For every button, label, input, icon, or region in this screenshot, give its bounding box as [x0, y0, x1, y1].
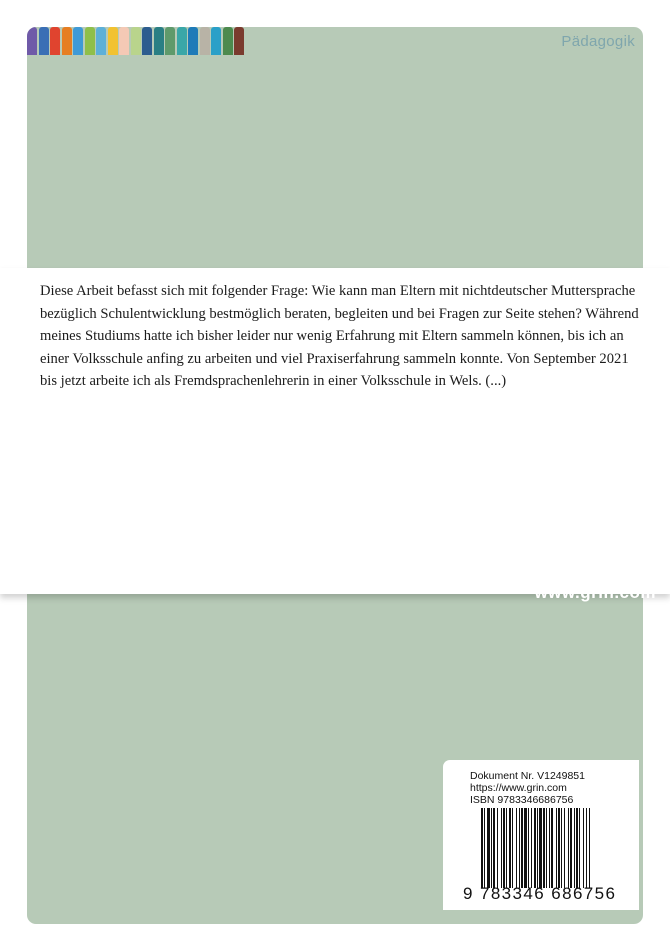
color-stripe: [177, 27, 187, 55]
barcode-digits: 9 783346 686756: [463, 884, 617, 903]
barcode-bar: [589, 808, 590, 888]
barcode-bar: [516, 808, 517, 888]
color-stripe: [73, 27, 83, 55]
barcode-bar: [539, 808, 542, 888]
color-stripe: [131, 27, 141, 55]
barcode-bar: [558, 808, 560, 888]
color-stripe: [85, 27, 95, 55]
isbn-label: ISBN 9783346686756: [470, 794, 574, 806]
color-stripe: [27, 27, 37, 55]
barcode-bar: [534, 808, 536, 888]
barcode-bar: [528, 808, 529, 888]
barcode-bar: [493, 808, 495, 888]
barcode-bar: [506, 808, 507, 888]
barcode-bar: [570, 808, 572, 888]
abstract-panel: [0, 268, 670, 594]
barcode-bar: [521, 808, 523, 888]
barcode-bar: [576, 808, 578, 888]
barcode-bar: [556, 808, 557, 888]
barcode-bar: [497, 808, 498, 888]
barcode-bar: [579, 808, 580, 888]
website-url: www.grin.com: [534, 583, 656, 602]
color-stripe: [234, 27, 244, 55]
barcode-bar: [503, 808, 505, 888]
barcode-bar: [524, 808, 527, 888]
barcode-bar: [512, 808, 513, 888]
barcode-bar: [519, 808, 520, 888]
color-stripes: [27, 27, 246, 55]
barcode-bar: [543, 808, 545, 888]
barcode-bar: [481, 808, 483, 888]
barcode-bar: [531, 808, 532, 888]
barcode-bar: [561, 808, 562, 888]
barcode-bar: [568, 808, 569, 888]
barcode-bar: [484, 808, 485, 888]
abstract-text: Diese Arbeit befasst sich mit folgender Frage: Wie kann man Eltern mit nichtdeutscher Muttersprache bezüglich Schulentwicklung bestmöglich beraten, begleiten und bei Fragen zur Seite stehen? Während meines Studiums hatte ich bisher leider nur wenig Erfahrung mit Eltern sammeln können, bis ich an einer Volksschule anfing zu arbeiten und viel Praxiserfahrung sammeln konnte. Von September 2021 bis jetzt arbeite ich als Fremdsprachenlehrerin in einer Volksschule in Wels. (...): [40, 283, 639, 390]
color-stripe: [211, 27, 221, 55]
barcode-bar: [509, 808, 511, 888]
color-stripe: [154, 27, 164, 55]
color-stripe: [119, 27, 129, 55]
barcode-bar: [537, 808, 538, 888]
document-info-box: [443, 760, 639, 910]
color-stripe: [108, 27, 118, 55]
document-url: https://www.grin.com: [470, 782, 567, 794]
color-stripe: [188, 27, 198, 55]
barcode-bar: [546, 808, 547, 888]
barcode-bar: [491, 808, 492, 888]
color-stripe: [62, 27, 72, 55]
document-number: Dokument Nr. V1249851: [470, 770, 585, 782]
barcode-bar: [549, 808, 550, 888]
color-stripe: [165, 27, 175, 55]
barcode-bar: [574, 808, 575, 888]
barcode: [481, 808, 627, 888]
color-stripe: [142, 27, 152, 55]
barcode-bar: [586, 808, 587, 888]
color-stripe: [39, 27, 49, 55]
color-stripe: [96, 27, 106, 55]
category-label: Pädagogik: [561, 33, 635, 50]
barcode-bar: [501, 808, 502, 888]
color-stripe: [223, 27, 233, 55]
barcode-bar: [551, 808, 553, 888]
barcode-bar: [564, 808, 565, 888]
color-stripe: [200, 27, 210, 55]
color-stripe: [50, 27, 60, 55]
barcode-bar: [583, 808, 584, 888]
barcode-bar: [487, 808, 490, 888]
